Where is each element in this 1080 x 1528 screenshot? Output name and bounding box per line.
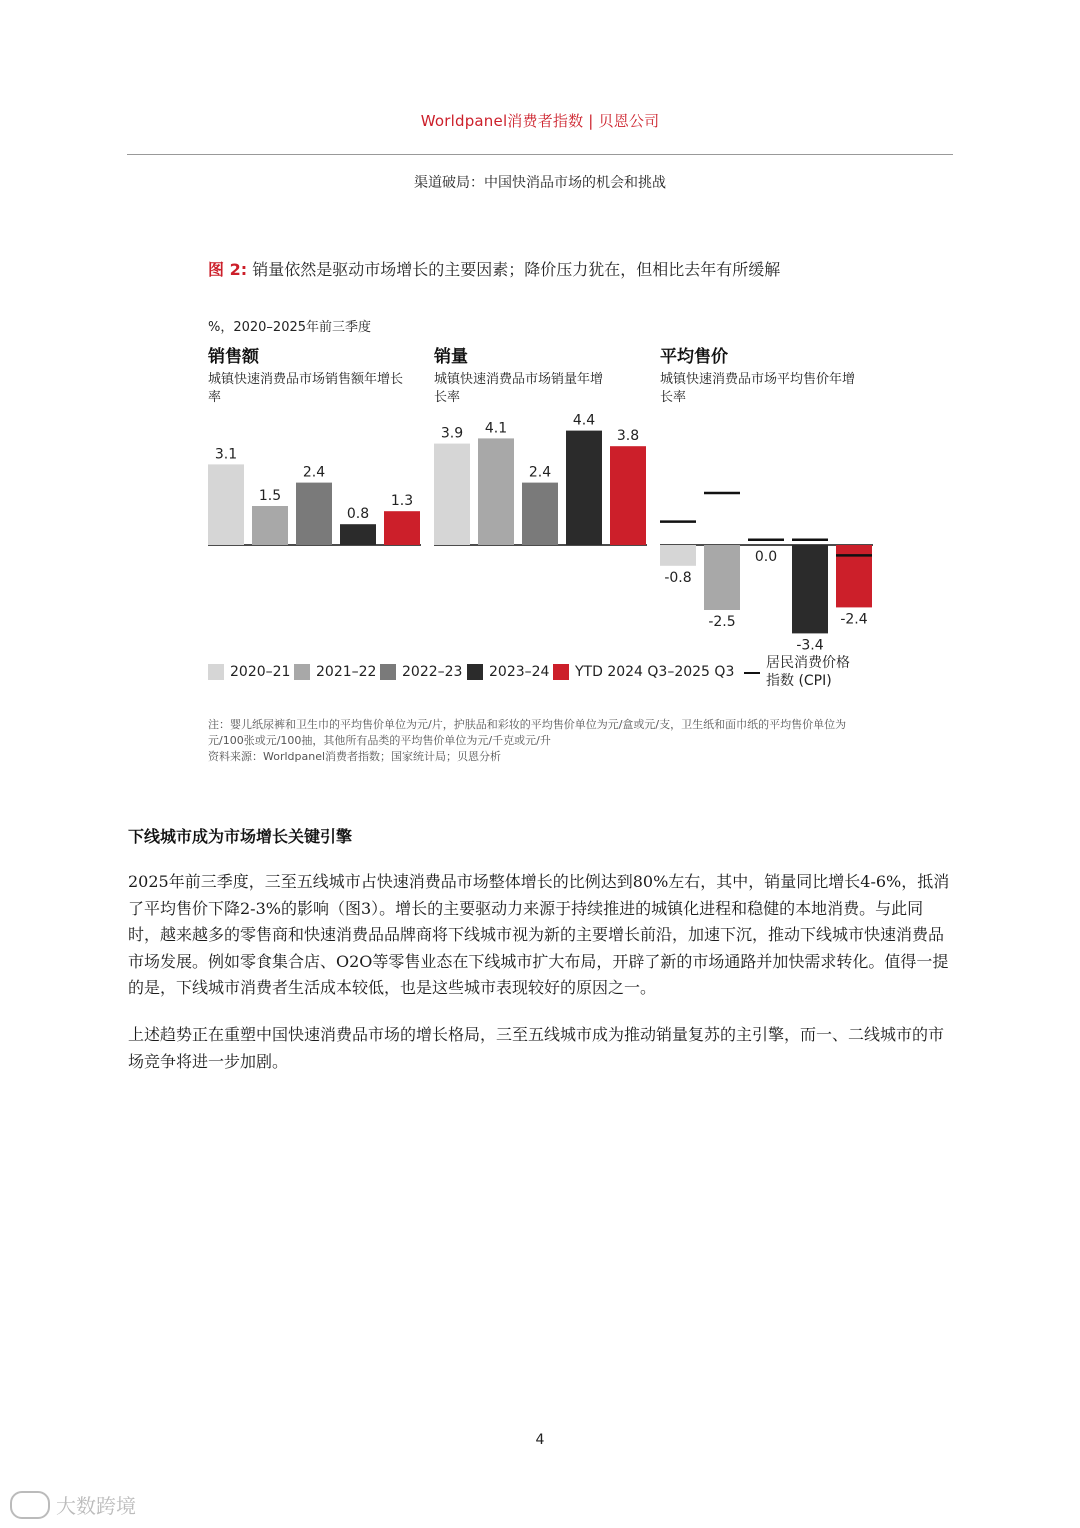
chart-legend [208,654,908,694]
data-label: 3.9 [440,425,464,442]
panel-title-sales: 销售额 [208,347,259,367]
data-label: -2.5 [708,614,736,630]
page-header: Worldpanel消费者指数 | 贝恩公司 [420,112,660,130]
legend-item-2020-21 [208,664,290,680]
legend-item-2021-22 [294,664,376,680]
legend-item-2022-23 [380,664,462,680]
panel-title-volume: 销量 [434,347,468,367]
report-subtitle: 渠道破局：中国快消品市场的机会和挑战 [414,175,666,191]
bar [340,524,376,545]
bar [478,438,514,545]
bar [384,511,420,545]
data-label: 0.0 [754,549,778,565]
bar [792,545,828,633]
watermark-logo-icon [10,1491,50,1519]
legend-cpi-label [766,654,850,690]
data-label: 1.5 [258,488,282,504]
data-label: 3.8 [616,428,640,445]
panel-subtitle-sales: 城镇快速消费品市场销售额年增长率 [208,372,404,405]
bar [434,444,470,545]
legend-label: 2020–21 [230,664,291,680]
legend-swatch [553,664,569,680]
legend-label: 2023–24 [489,664,550,680]
watermark-text: 大数跨境 [56,1494,136,1518]
data-label: -0.8 [664,569,692,586]
section-title: 下线城市成为市场增长关键引擎 [128,827,353,846]
figure-unit: %，2020–2025年前三季度 [208,320,372,335]
note-text: 注：婴儿纸尿裤和卫生巾的平均售价单位为元/片，护肤品和彩妆的平均售价单位为元/盒或元/支，卫生纸和面巾纸的平均售价单位为元/100张或元/100抽，其他所有品类的平均售价单位为元/千克或元/升 [208,718,847,747]
data-label: 1.3 [390,493,414,510]
bar [704,545,740,610]
bar [566,431,602,545]
legend-cpi-line1: 居民消费价格 [766,655,850,671]
data-label: 2.4 [302,464,326,481]
page-number: 4 [535,1432,545,1448]
data-label: -2.4 [840,611,868,628]
figure-label: 图 2: [208,260,248,279]
body-paragraph-1: 2025年前三季度，三至五线城市占快速消费品市场整体增长的比例达到80%左右，其中，销量同比增长4-6%，抵消了平均售价下降2-3%的影响（图3）。增长的主要驱动力来源于持续推进的城镇化进程和稳健的本地消费。与此同时，越来越多的零售商和快速消费品品牌商将下线城市视为新的主要增长前沿，加速下沉，推动下线城市快速消费品市场发展。例如零食集合店、O2O等零售业态在下线城市扩大布局，开辟了新的市场通路并加快需求转化。值得一提的是，下线城市消费者生活成本较低，也是这些城市表现较好的原因之一。 [128,872,950,997]
legend-swatch [208,664,224,680]
legend-swatch [380,664,396,680]
data-label: 2.4 [528,464,552,481]
data-label: 4.1 [484,420,508,437]
data-label: 4.4 [572,412,596,429]
bar [296,483,332,545]
bar [208,464,244,545]
bar [610,446,646,545]
legend-label: 2022–23 [402,664,463,680]
legend-item-ytd [553,664,734,680]
legend-swatch [467,664,483,680]
figure-notes [208,717,878,765]
bar [660,545,696,566]
data-label: 3.1 [214,446,238,463]
legend-cpi-line2: 指数 (CPI) [766,673,832,689]
body-paragraph-2: 上述趋势正在重塑中国快速消费品市场的增长格局，三至五线城市成为推动销量复苏的主引擎，而一、二线城市的市场竞争将进一步加剧。 [128,1025,945,1071]
bar [252,506,288,545]
legend-label: 2021–22 [316,664,377,680]
legend-item-2023-24 [467,664,549,680]
figure-caption: 销量依然是驱动市场增长的主要因素；降价压力犹在，但相比去年有所缓解 [247,260,781,279]
panel-subtitle-price: 城镇快速消费品市场平均售价年增长率 [660,372,856,405]
legend-cpi-line [744,672,760,674]
growth-bar-chart [0,0,1080,700]
data-label: 0.8 [346,506,370,523]
data-label: -3.4 [796,637,824,654]
watermark [10,1490,136,1519]
legend-swatch [294,664,310,680]
bar [522,483,558,545]
panel-title-price: 平均售价 [660,347,728,367]
legend-label: YTD 2024 Q3–2025 Q3 [575,664,735,680]
source-text: 资料来源：Worldpanel消费者指数；国家统计局；贝恩分析 [208,750,502,763]
panel-subtitle-volume: 城镇快速消费品市场销量年增长率 [434,372,604,405]
